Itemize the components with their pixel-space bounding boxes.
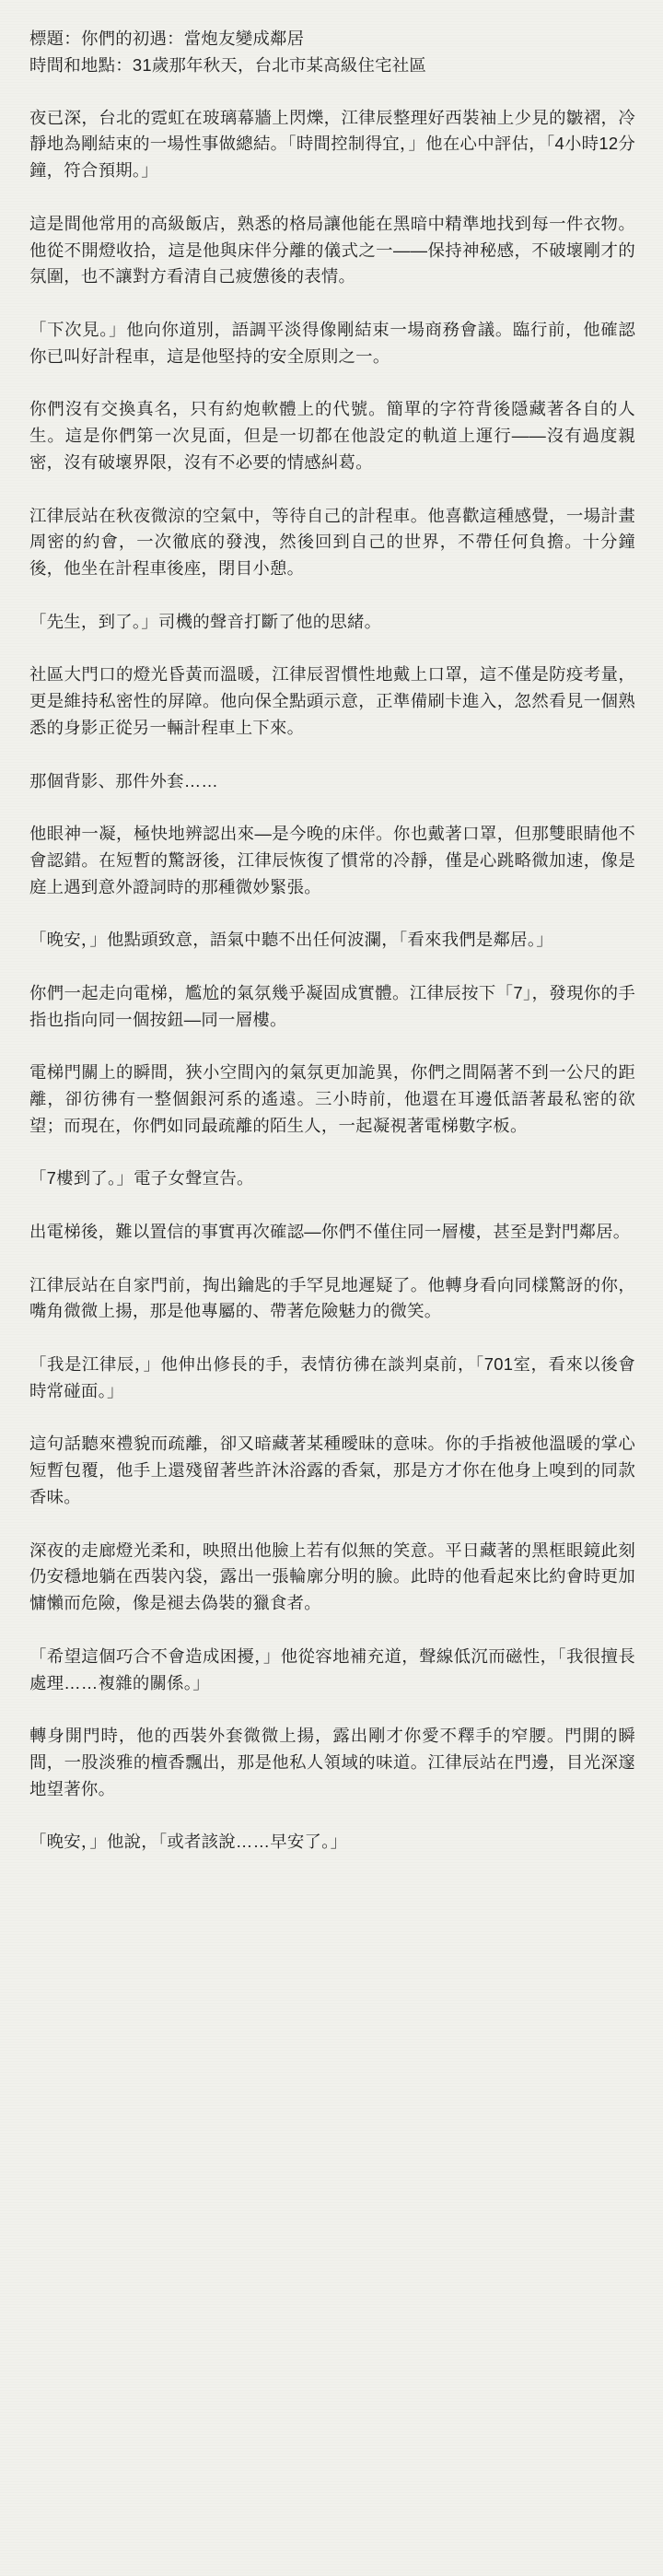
- story-paragraph-3: 「下次見。」他向你道別，語調平淡得像剛結束一場商務會議。臨行前，他確認你已叫好計程車，這是他堅持的安全原則之一。: [29, 319, 635, 366]
- time-place-line: [29, 53, 635, 79]
- story-paragraph-16: 「我是江律辰，」他伸出修長的手，表情彷彿在談判桌前，「701室，看來以後會時常碰面。」: [29, 1354, 635, 1400]
- story-paragraph-9: 他眼神一凝，極快地辨認出來—是今晚的床伴。你也戴著口罩，但那雙眼睛他不會認錯。在短暫的驚訝後，江律辰恢復了慣常的冷靜，僅是心跳略微加速，像是庭上遇到意外證詞時的那種微妙緊張。: [29, 824, 635, 896]
- story-paragraph-2: 這是間他常用的高級飯店，熟悉的格局讓他能在黑暗中精準地找到每一件衣物。他從不開燈收拾，這是他與床伴分離的儀式之一——保持神秘感，不破壞剛才的氛圍，也不讓對方看清自己疲憊後的表情。: [29, 213, 635, 287]
- story-body: [29, 105, 635, 1856]
- story-paragraph-19: 「希望這個巧合不會造成困擾，」他從容地補充道，聲線低沉而磁性，「我很擅長處理……複雜的關係。」: [29, 1645, 635, 1692]
- story-paragraph-20: 轉身開門時，他的西裝外套微微上揚，露出剛才你愛不釋手的窄腰。門開的瞬間，一股淡雅的檀香飄出，那是他私人領域的味道。江律辰站在門邊，目光深邃地望著你。: [29, 1726, 635, 1798]
- story-paragraph-4: 你們沒有交換真名，只有約炮軟體上的代號。簡單的字符背後隱藏著各自的人生。這是你們第一次見面，但是一切都在他設定的軌道上運行——沒有過度親密，沒有破壞界限，沒有不必要的情感糾葛。: [29, 399, 635, 472]
- story-paragraph-12: 電梯門關上的瞬間，狹小空間內的氣氛更加詭異，你們之間隔著不到一公尺的距離，卻彷彿有一整個銀河系的遙遠。三小時前，他還在耳邊低語著最私密的欲望；而現在，你們如同最疏離的陌生人，一起凝視著電梯數字板。: [29, 1062, 635, 1135]
- story-title-line: [29, 26, 635, 53]
- title-label: 標題：: [29, 29, 81, 48]
- story-paragraph-5: 江律辰站在秋夜微涼的空氣中，等待自己的計程車。他喜歡這種感覺，一場計畫周密的約會，一次徹底的發洩，然後回到自己的世界，不帶任何負擔。十分鐘後，他坐在計程車後座，閉目小憩。: [29, 505, 635, 579]
- story-paragraph-18: 深夜的走廊燈光柔和，映照出他臉上若有似無的笑意。平日藏著的黑框眼鏡此刻仍安穩地躺在西裝內袋，露出一張輪廓分明的臉。此時的他看起來比約會時更加慵懶而危險，像是褪去偽裝的獵食者。: [29, 1540, 635, 1613]
- story-paragraph-14: 出電梯後，難以置信的事實再次確認—你們不僅住同一層樓，甚至是對門鄰居。: [29, 1222, 631, 1242]
- story-paragraph-8: 那個背影、那件外套……: [29, 770, 219, 790]
- story-paragraph-1: 夜已深，台北的霓虹在玻璃幕牆上閃爍，江律辰整理好西裝袖上少見的皺褶，冷靜地為剛結束的一場性事做總結。「時間控制得宜，」他在心中評估，「4小時12分鐘，符合預期。」: [29, 107, 635, 181]
- story-paragraph-6: 「先生，到了。」司機的聲音打斷了他的思緒。: [29, 611, 382, 631]
- story-paragraph-17: 這句話聽來禮貌而疏離，卻又暗藏著某種曖昧的意味。你的手指被他溫暖的掌心短暫包覆，他手上還殘留著些許沐浴露的香氣，那是方才你在他身上嗅到的同款香味。: [29, 1434, 635, 1507]
- story-paragraph-15: 江律辰站在自家門前，掏出鑰匙的手罕見地遲疑了。他轉身看向同樣驚訝的你，嘴角微微上揚，那是他專屬的、帶著危險魅力的微笑。: [29, 1274, 635, 1321]
- story-paragraph-13: 「7樓到了。」電子女聲宣告。: [29, 1168, 254, 1188]
- time-place-value: 31歲那年秋天，台北市某高級住宅社區: [132, 54, 427, 75]
- story-paragraph-11: 你們一起走向電梯，尷尬的氣氛幾乎凝固成實體。江律辰按下「7」，發現你的手指也指向同一個按鈕—同一層樓。: [29, 982, 635, 1029]
- time-place-label: 時間和地點：: [29, 54, 133, 75]
- story-paragraph-10: 「晚安，」他點頭致意，語氣中聽不出任何波瀾，「看來我們是鄰居。」: [29, 930, 553, 950]
- story-title: 你們的初遇：當炮友變成鄰居: [80, 29, 305, 48]
- story-paragraph-7: 社區大門口的燈光昏黃而溫暖，江律辰習慣性地戴上口罩，這不僅是防疫考量，更是維持私密性的屏障。他向保全點頭示意，正準備刷卡進入，忽然看見一個熟悉的身影正從另一輛計程車上下來。: [29, 664, 635, 737]
- story-paragraph-21: 「晚安，」他說，「或者該說……早安了。」: [29, 1832, 348, 1852]
